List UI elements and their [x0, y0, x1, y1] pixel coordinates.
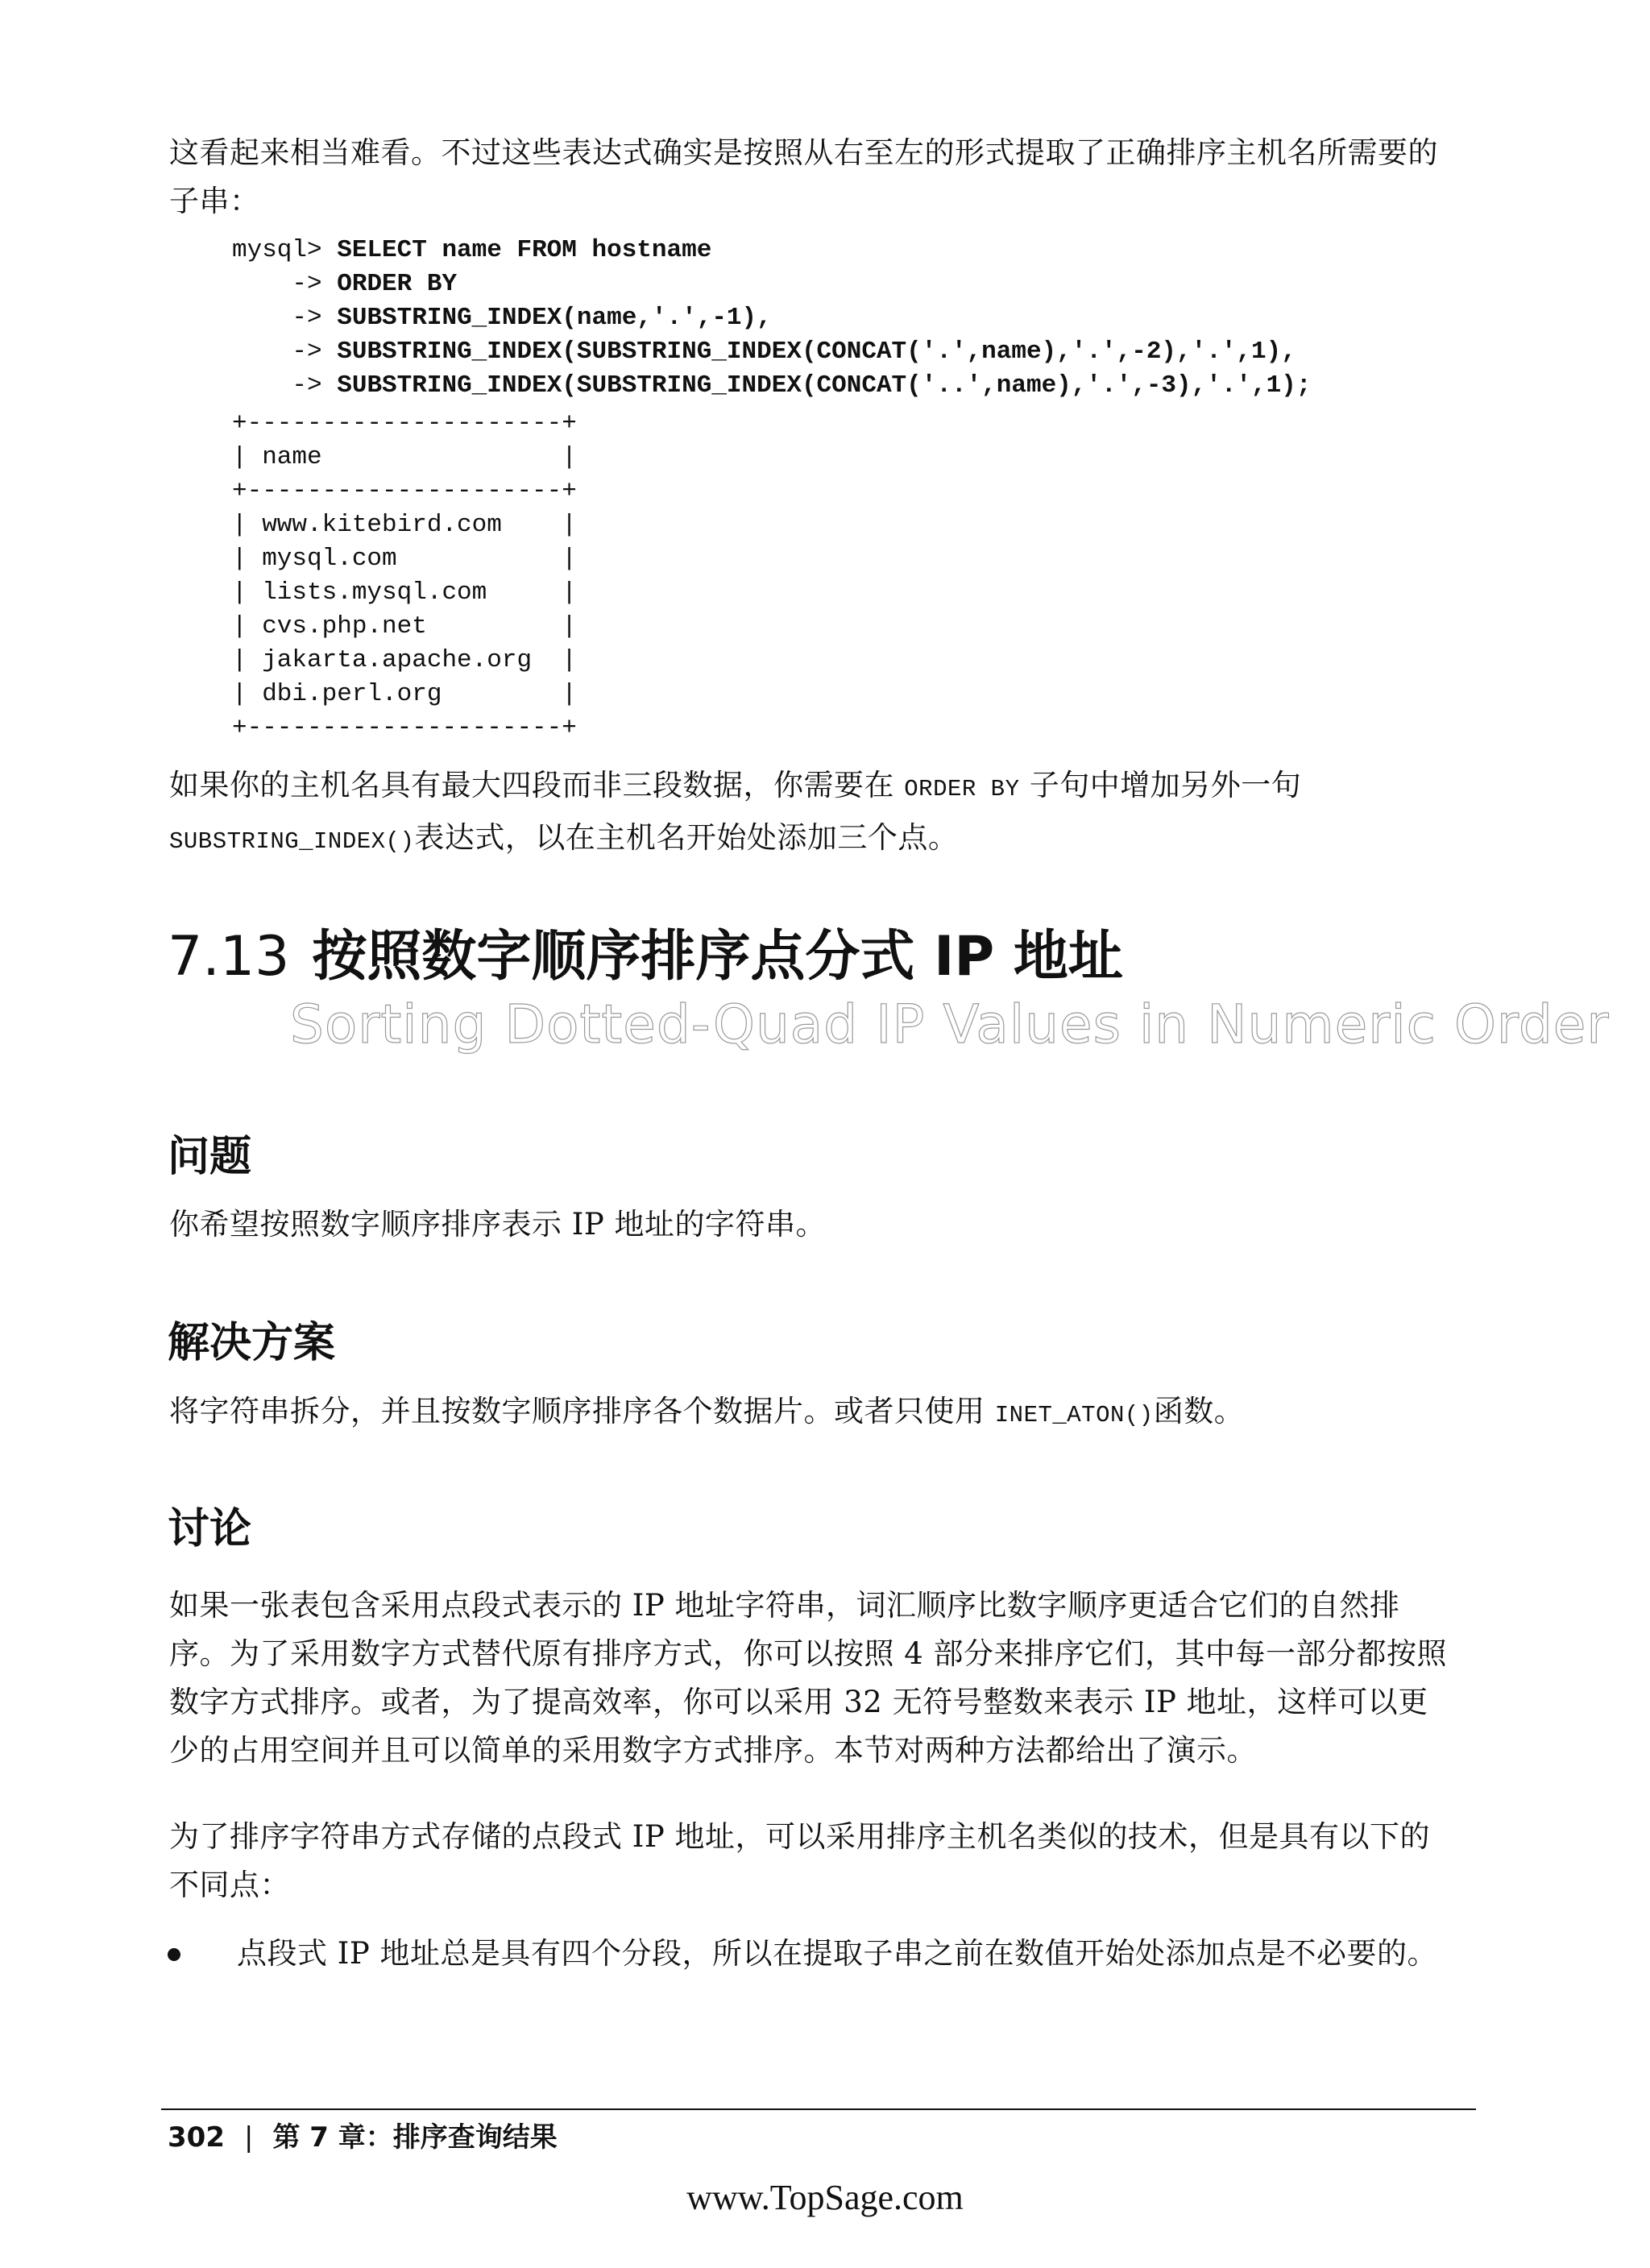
inline-code-substring-index: SUBSTRING_INDEX() [169, 828, 415, 855]
table-border-bottom: +---------------------+ [232, 714, 577, 742]
code-line-2: ORDER BY [337, 270, 458, 298]
section-title [168, 925, 1123, 989]
section-number: 7.13 [168, 925, 290, 989]
table-row: | jakarta.apache.org | [232, 646, 577, 674]
table-border-top: +---------------------+ [232, 409, 577, 437]
sql-code-block [232, 234, 1521, 403]
solution-text-part: 函数。 [1153, 1394, 1245, 1428]
table-row: | lists.mysql.com | [232, 578, 577, 607]
paragraph-text: 如果你的主机名具有最大四段而非三段数据，你需要在 [169, 768, 905, 802]
section-subtitle: Sorting Dotted-Quad IP Values in Numeric Order [290, 993, 1610, 1055]
table-row: | mysql.com | [232, 545, 577, 573]
page-number: 302 [168, 2121, 225, 2154]
problem-text: 你希望按照数字顺序排序表示 IP 地址的字符串。 [169, 1207, 827, 1242]
discussion-paragraph-1: 如果一张表包含采用点段式表示的 IP 地址字符串，词汇顺序比数字顺序更适合它们的自然排序。为了采用数字方式替代原有排序方式，你可以按照 4 部分来排序它们，其中每一部分都按照数字方式排序。或者，为了提高效率，你可以采用 32 无符号整数来表示 IP 地址，这样可以更少的占用空间并且可以简单的采用数字方式排序。本节对两种方法都给出了演示。 [169, 1588, 1448, 1768]
table-border-mid: +---------------------+ [232, 477, 577, 505]
site-watermark: www.TopSage.com [686, 2178, 964, 2217]
code-line-4: SUBSTRING_INDEX(SUBSTRING_INDEX(CONCAT('.',name),'.',-2),'.',1), [337, 338, 1296, 366]
page-footer [168, 2119, 558, 2156]
chapter-title: 第 7 章：排序查询结果 [272, 2121, 558, 2154]
solution-text [169, 1387, 1458, 1440]
solution-heading: 解决方案 [168, 1319, 336, 1367]
paragraph-text: 表达式，以在主机名开始处添加三个点。 [414, 820, 959, 855]
bullet-text: 点段式 IP 地址总是具有四个分段，所以在提取子串之前在数值开始处添加点是不必要的。 [237, 1936, 1438, 1971]
code-cont-4: -> [292, 338, 322, 366]
query-result-table [232, 407, 577, 745]
discussion-paragraph-2: 为了排序字符串方式存储的点段式 IP 地址，可以采用排序主机名类似的技术，但是具有以下的不同点： [169, 1819, 1431, 1902]
code-cont-3: -> [292, 304, 322, 332]
code-prompt: mysql> [232, 236, 322, 264]
discussion-heading: 讨论 [168, 1505, 252, 1553]
paragraph-after-code [169, 761, 1458, 866]
table-row: | dbi.perl.org | [232, 680, 577, 708]
intro-paragraph: 这看起来相当难看。不过这些表达式确实是按照从右至左的形式提取了正确排序主机名所需要的子串： [169, 135, 1438, 218]
code-cont-5: -> [292, 371, 322, 400]
table-row: | cvs.php.net | [232, 612, 577, 641]
section-title-text: 按照数字顺序排序点分式 IP 地址 [312, 925, 1123, 989]
code-line-1: SELECT name FROM hostname [337, 236, 712, 264]
paragraph-text: 子句中增加另外一句 [1019, 768, 1302, 802]
bullet-icon [168, 1948, 180, 1961]
table-header: | name | [232, 443, 577, 471]
solution-text-part: 将字符串拆分，并且按数字顺序排序各个数据片。或者只使用 [169, 1394, 995, 1428]
footer-separator: | [243, 2121, 254, 2154]
footer-divider [161, 2108, 1476, 2110]
code-line-3: SUBSTRING_INDEX(name,'.',-1), [337, 304, 772, 332]
table-row: | www.kitebird.com | [232, 511, 577, 539]
inline-code-order-by: ORDER BY [904, 776, 1020, 802]
inline-code-inet-aton: INET_ATON() [994, 1402, 1154, 1428]
code-line-5: SUBSTRING_INDEX(SUBSTRING_INDEX(CONCAT('..',name),'.',-3),'.',1); [337, 371, 1312, 400]
problem-heading: 问题 [168, 1133, 252, 1181]
code-cont-2: -> [292, 270, 322, 298]
